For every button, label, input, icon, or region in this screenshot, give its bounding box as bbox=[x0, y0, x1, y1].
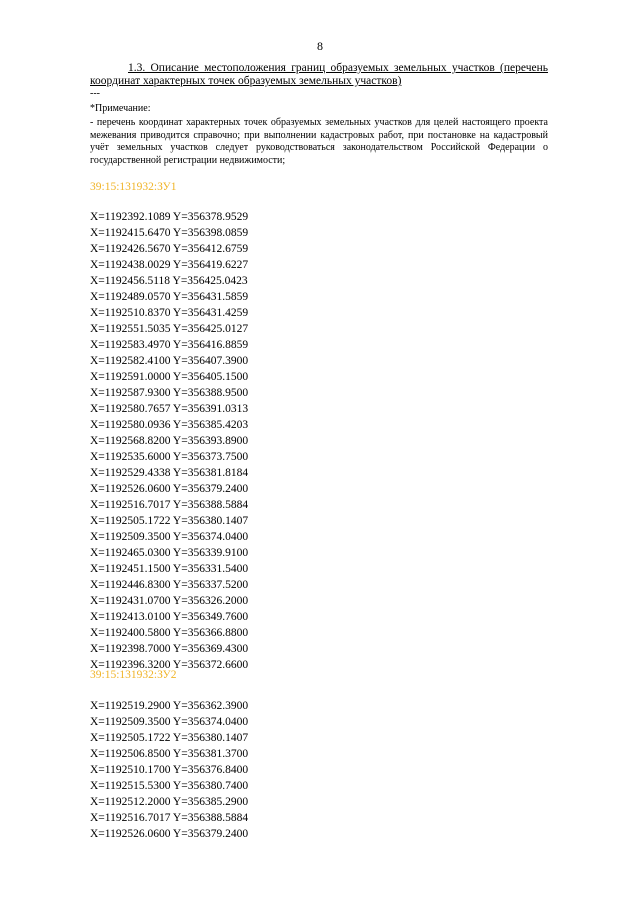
coordinate-point: X=1192526.0600 Y=356379.2400 bbox=[90, 828, 249, 840]
coordinate-list-zu2 bbox=[90, 698, 248, 842]
coordinate-point: X=1192451.1500 Y=356331.5400 bbox=[90, 563, 249, 575]
coordinate-point: X=1192456.5118 Y=356425.0423 bbox=[90, 275, 248, 287]
coordinate-point: X=1192438.0029 Y=356419.6227 bbox=[90, 259, 249, 271]
note-title: *Примечание: bbox=[90, 103, 151, 114]
section-heading-text: 1.3. Описание местоположения границ образуемых земельных участков (перечень координат характерных точек образуемых земельных участков) bbox=[90, 62, 548, 87]
coordinate-point: X=1192519.2900 Y=356362.3900 bbox=[90, 700, 249, 712]
coordinate-point: X=1192515.5300 Y=356380.7400 bbox=[90, 780, 249, 792]
note-body: - перечень координат характерных точек образуемых земельных участков для целей настоящего проекта межевания приводится справочно; при выполнении кадастровых работ, при постановке на кадастровый учёт земельных участков следует руководствоваться законодательством Российской Федерации о государственной регистрации недвижимости; bbox=[90, 117, 548, 166]
coordinate-point: X=1192426.5670 Y=356412.6759 bbox=[90, 243, 249, 255]
coordinate-point: X=1192506.8500 Y=356381.3700 bbox=[90, 748, 249, 760]
coordinate-point: X=1192568.8200 Y=356393.8900 bbox=[90, 435, 249, 447]
coordinate-point: X=1192583.4970 Y=356416.8859 bbox=[90, 339, 249, 351]
coordinate-list-zu1 bbox=[90, 209, 248, 673]
coordinate-point: X=1192510.1700 Y=356376.8400 bbox=[90, 764, 249, 776]
coordinate-point: X=1192509.3500 Y=356374.0400 bbox=[90, 531, 249, 543]
coordinate-point: X=1192413.0100 Y=356349.7600 bbox=[90, 611, 249, 623]
coordinate-point: X=1192582.4100 Y=356407.3900 bbox=[90, 355, 249, 367]
coordinate-point: X=1192587.9300 Y=356388.9500 bbox=[90, 387, 249, 399]
coordinate-point: X=1192516.7017 Y=356388.5884 bbox=[90, 812, 249, 824]
coordinate-point: X=1192398.7000 Y=356369.4300 bbox=[90, 643, 249, 655]
coordinate-point: X=1192400.5800 Y=356366.8800 bbox=[90, 627, 249, 639]
coordinate-point: X=1192591.0000 Y=356405.1500 bbox=[90, 371, 249, 383]
section-heading bbox=[90, 62, 548, 88]
coordinate-point: X=1192512.2000 Y=356385.2900 bbox=[90, 796, 249, 808]
coordinate-point: X=1192446.8300 Y=356337.5200 bbox=[90, 579, 249, 591]
separator-dashes: --- bbox=[90, 88, 100, 99]
coordinate-point: X=1192526.0600 Y=356379.2400 bbox=[90, 483, 249, 495]
coordinate-point: X=1192505.1722 Y=356380.1407 bbox=[90, 515, 249, 527]
coordinate-point: X=1192392.1089 Y=356378.9529 bbox=[90, 211, 249, 223]
coordinate-point: X=1192505.1722 Y=356380.1407 bbox=[90, 732, 249, 744]
coordinate-point: X=1192510.8370 Y=356431.4259 bbox=[90, 307, 249, 319]
page-number: 8 bbox=[317, 39, 323, 53]
coordinate-point: X=1192529.4338 Y=356381.8184 bbox=[90, 467, 249, 479]
coordinate-point: X=1192516.7017 Y=356388.5884 bbox=[90, 499, 249, 511]
coordinate-point: X=1192465.0300 Y=356339.9100 bbox=[90, 547, 249, 559]
coordinate-point: X=1192415.6470 Y=356398.0859 bbox=[90, 227, 249, 239]
plot-label-zu1: 39:15:131932:ЗУ1 bbox=[90, 181, 177, 193]
coordinate-point: X=1192489.0570 Y=356431.5859 bbox=[90, 291, 249, 303]
coordinate-point: X=1192509.3500 Y=356374.0400 bbox=[90, 716, 249, 728]
coordinate-point: X=1192431.0700 Y=356326.2000 bbox=[90, 595, 249, 607]
coordinate-point: X=1192396.3200 Y=356372.6600 bbox=[90, 659, 249, 671]
plot-label-zu2: 39:15:131932:ЗУ2 bbox=[90, 669, 177, 681]
coordinate-point: X=1192551.5035 Y=356425.0127 bbox=[90, 323, 249, 335]
coordinate-point: X=1192535.6000 Y=356373.7500 bbox=[90, 451, 249, 463]
coordinate-point: X=1192580.7657 Y=356391.0313 bbox=[90, 403, 249, 415]
coordinate-point: X=1192580.0936 Y=356385.4203 bbox=[90, 419, 249, 431]
